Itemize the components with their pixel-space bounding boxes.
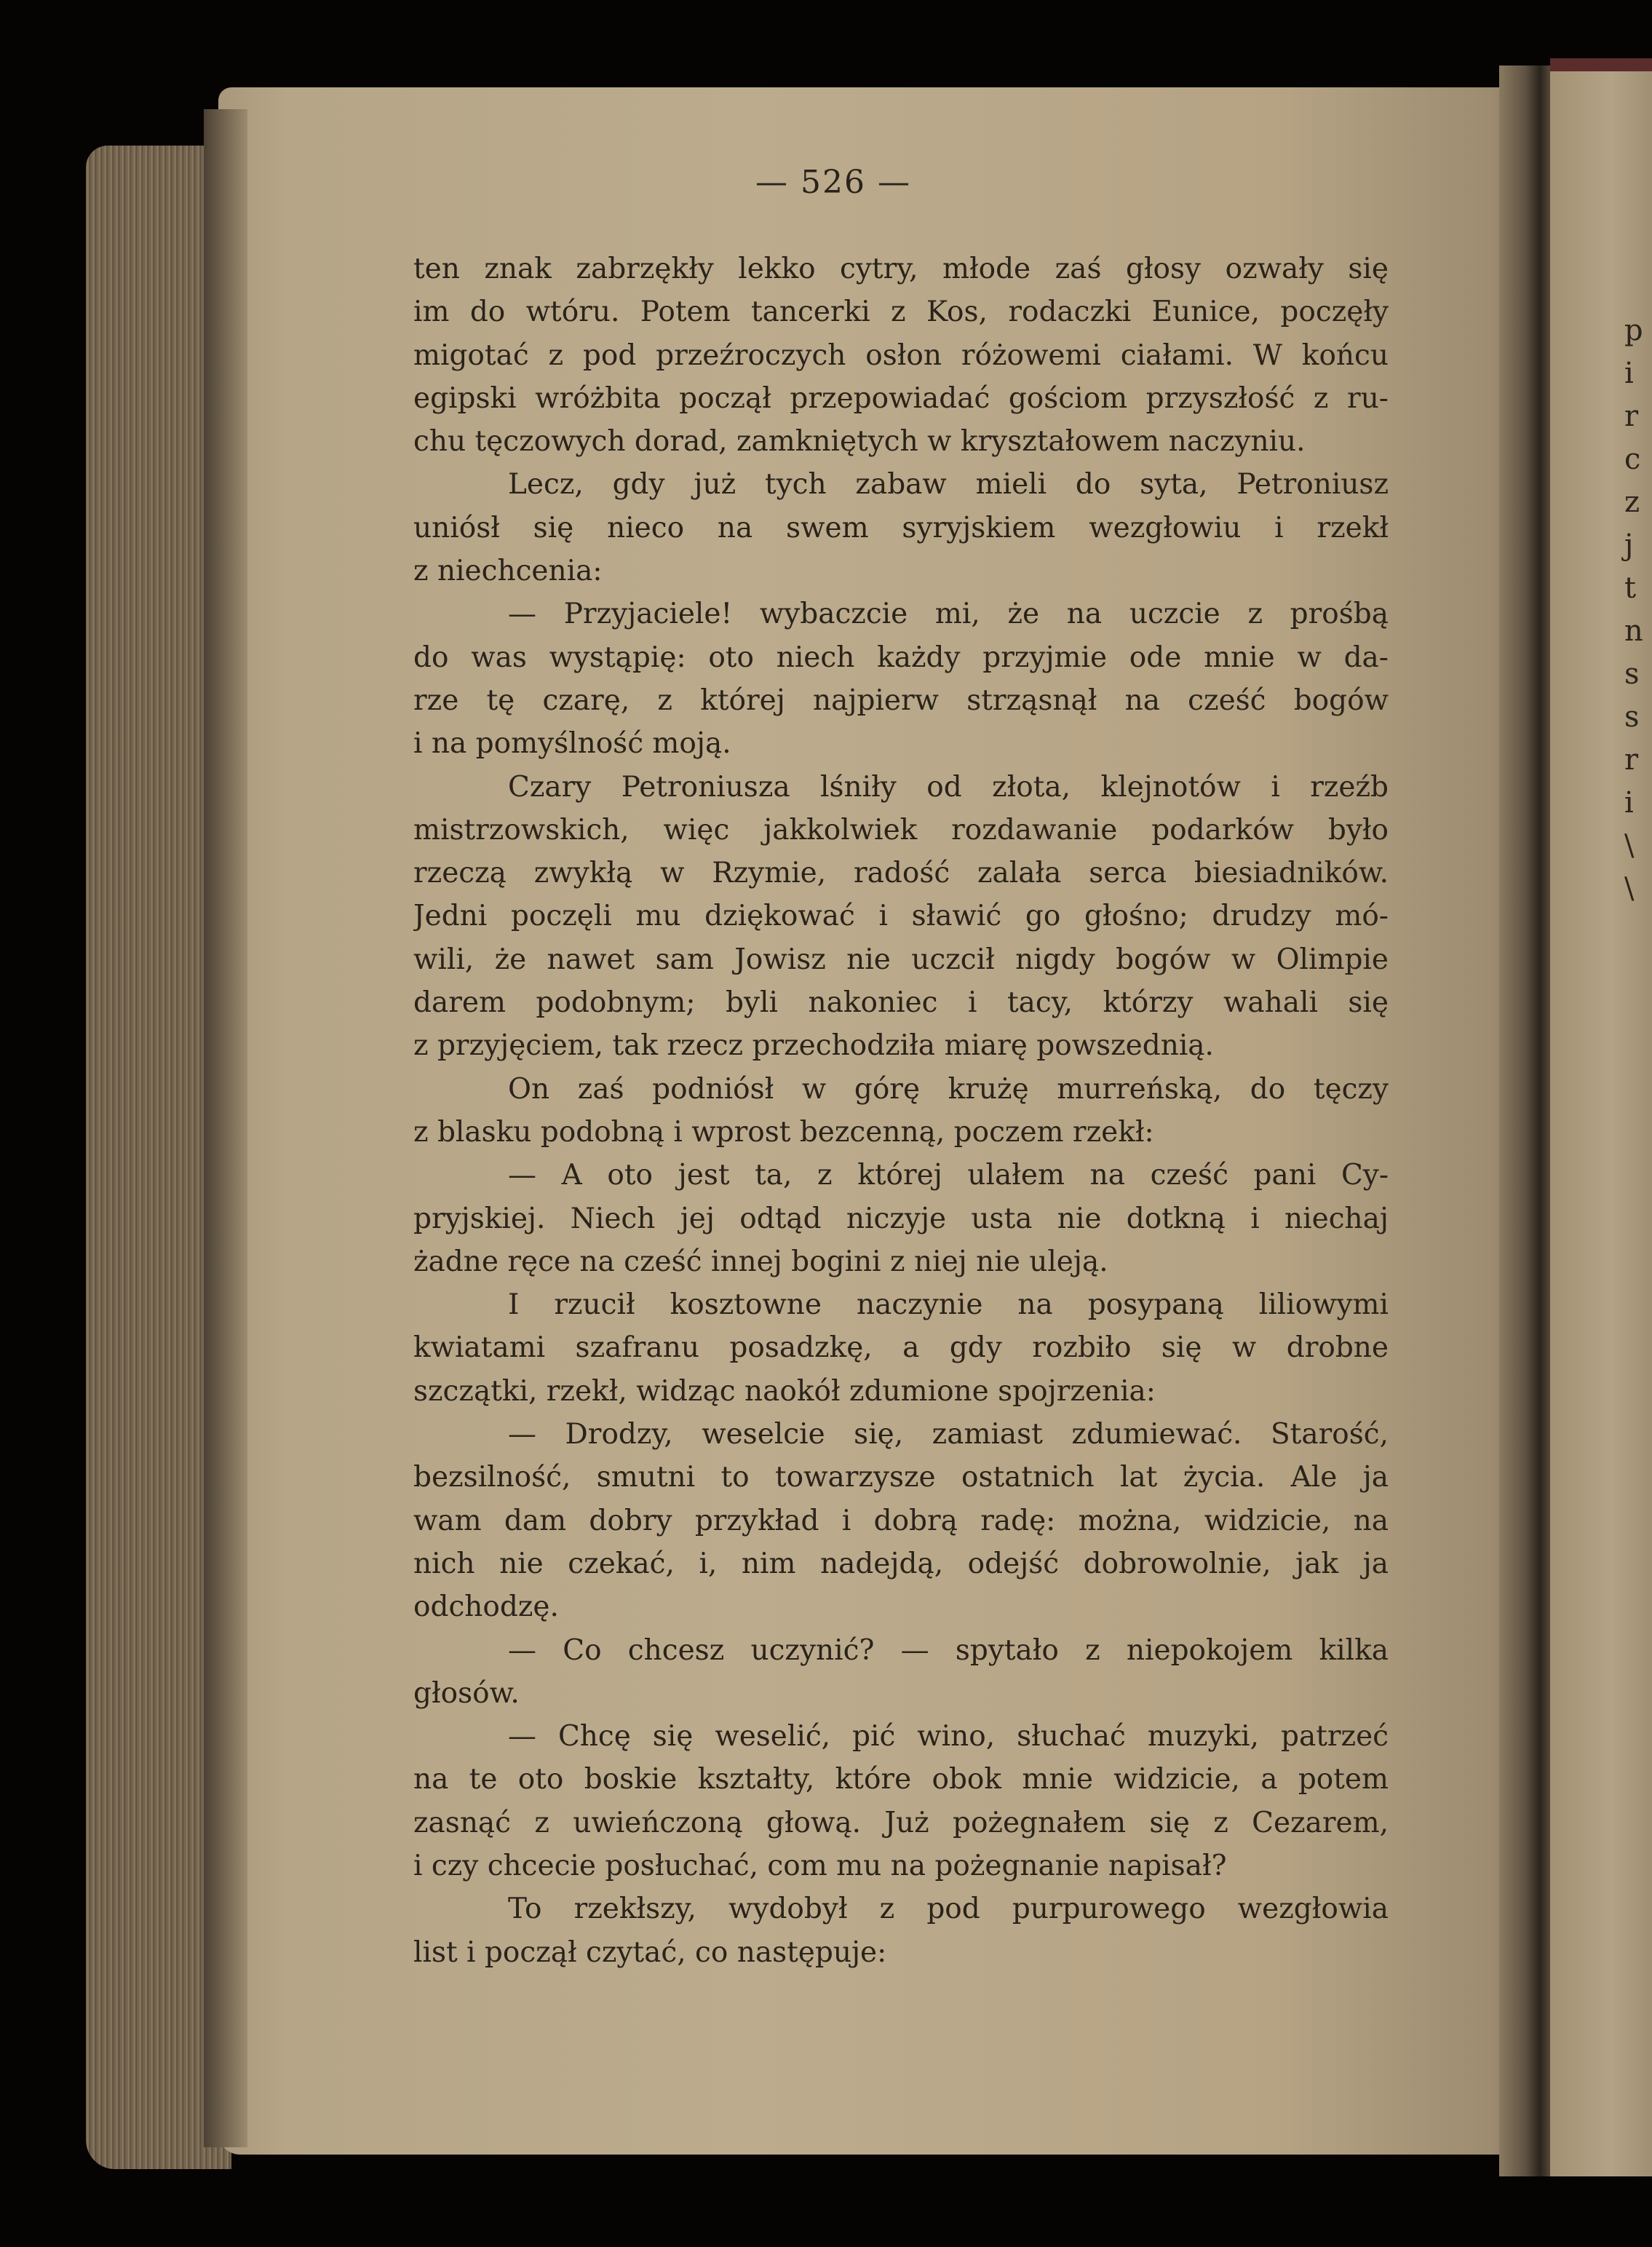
- text-line: egipski wróżbita począł przepowiadać gościom przyszłość z ru-: [413, 381, 1389, 415]
- text-line: rzeczą zwykłą w Rzymie, radość zalała serca biesiadników.: [413, 857, 1389, 890]
- text-line: żadne ręce na cześć innej bogini z niej nie uleją.: [413, 1245, 1108, 1278]
- binding-strip: [1550, 58, 1652, 71]
- facing-page-fragment: t: [1624, 571, 1637, 605]
- text-line: i czy chcecie posłuchać, com mu na pożegnanie napisał?: [413, 1849, 1227, 1882]
- text-line: Jedni poczęli mu dziękować i sławić go głośno; drudzy mó-: [413, 900, 1389, 933]
- facing-page-fragment: s: [1624, 700, 1640, 734]
- text-line: odchodzę.: [413, 1590, 559, 1624]
- text-line: zasnąć z uwieńczoną głową. Już pożegnałem się z Cezarem,: [413, 1806, 1389, 1839]
- text-line: darem podobnym; byli nakoniec i tacy, którzy wahali się: [413, 986, 1389, 1020]
- text-line: kwiatami szafranu posadzkę, a gdy rozbiło się w drobne: [413, 1331, 1389, 1365]
- text-line: z blasku podobną i wprost bezcenną, poczem rzekł:: [413, 1115, 1154, 1149]
- text-line: mistrzowskich, więc jakkolwiek rozdawanie podarków było: [413, 813, 1389, 847]
- facing-page-fragment: i: [1624, 357, 1634, 390]
- text-line: — Co chcesz uczynić? — spytało z niepokojem kilka: [508, 1633, 1389, 1667]
- text-line: To rzekłszy, wydobył z pod purpurowego wezgłowia: [508, 1893, 1389, 1926]
- text-line: Lecz, gdy już tych zabaw mieli do syta, Petroniusz: [508, 468, 1389, 502]
- text-line: — A oto jest ta, z której ulałem na cześć pani Cy-: [508, 1159, 1389, 1192]
- text-line: — Drodzy, weselcie się, zamiast zdumiewać. Starość,: [508, 1418, 1389, 1451]
- facing-page-fragment: j: [1624, 528, 1634, 562]
- text-line: chu tęczowych dorad, zamkniętych w kryształowem naczyniu.: [413, 425, 1306, 459]
- text-line: z przyjęciem, tak rzecz przechodziła miarę powszednią.: [413, 1029, 1214, 1063]
- text-line: On zaś podniósł w górę krużę murreńską, do tęczy: [508, 1072, 1389, 1106]
- text-line: głosów.: [413, 1676, 520, 1710]
- facing-page-fragment: z: [1624, 486, 1640, 519]
- facing-page-fragment: [1624, 954, 1652, 996]
- facing-page-fragment: r: [1624, 400, 1639, 433]
- facing-page-fragment: [1624, 911, 1652, 954]
- text-line: wili, że nawet sam Jowisz nie uczcił nigdy bogów w Olimpie: [413, 943, 1389, 976]
- facing-page-fragment: r: [1624, 743, 1639, 777]
- page-number: — 526 —: [755, 164, 911, 201]
- text-line: rze tę czarę, z której najpierw strząsnął na cześć bogów: [413, 683, 1389, 717]
- facing-page-fragment: i: [1624, 786, 1634, 820]
- text-line: list i począł czytać, co następuje:: [413, 1935, 887, 1969]
- page-edge-shadow: [204, 109, 247, 2147]
- facing-page-fragment: \: [1624, 872, 1635, 905]
- text-line: — Przyjaciele! wybaczcie mi, że na uczcie z prośbą: [508, 598, 1389, 631]
- text-line: do was wystąpię: oto niech każdy przyjmie ode mnie w da-: [413, 641, 1389, 674]
- text-line: uniósł się nieco na swem syryjskiem wezgłowiu i rzekł: [413, 511, 1389, 544]
- facing-page-fragment: [1624, 996, 1652, 1039]
- text-line: na te oto boskie kształty, które obok mnie widzicie, a potem: [413, 1763, 1389, 1796]
- text-line: i na pomyślność moją.: [413, 727, 731, 761]
- text-line: z niechcenia:: [413, 555, 603, 588]
- text-line: migotać z pod przeźroczych osłon różowemi ciałami. W końcu: [413, 338, 1389, 372]
- facing-page-text: [1624, 309, 1652, 1039]
- text-line: wam dam dobry przykład i dobrą radę: można, widzicie, na: [413, 1504, 1389, 1537]
- book-gutter: [1499, 66, 1557, 2176]
- text-line: Czary Petroniusza lśniły od złota, klejnotów i rzeźb: [508, 770, 1389, 804]
- facing-page-fragment: n: [1624, 614, 1643, 648]
- text-line: pryjskiej. Niech jej odtąd niczyje usta nie dotkną i niechaj: [413, 1202, 1389, 1235]
- body-text: [413, 247, 1389, 1974]
- text-line: nich nie czekać, i, nim nadejdą, odejść dobrowolnie, jak ja: [413, 1547, 1389, 1580]
- text-line: szczątki, rzekł, widząc naokół zdumione spojrzenia:: [413, 1374, 1156, 1408]
- text-line: — Chcę się weselić, pić wino, słuchać muzyki, patrzeć: [508, 1720, 1389, 1753]
- text-line: bezsilność, smutni to towarzysze ostatnich lat życia. Ale ja: [413, 1461, 1389, 1494]
- facing-page-fragment: p: [1624, 314, 1643, 347]
- facing-page-fragment: s: [1624, 657, 1640, 691]
- text-line: ten znak zabrzękły lekko cytry, młode zaś głosy ozwały się: [413, 253, 1389, 285]
- facing-page-fragment: \: [1624, 829, 1635, 863]
- text-line: im do wtóru. Potem tancerki z Kos, rodaczki Eunice, poczęły: [413, 296, 1389, 329]
- facing-page-fragment: c: [1624, 443, 1641, 476]
- text-line: I rzucił kosztowne naczynie na posypaną liliowymi: [508, 1288, 1389, 1322]
